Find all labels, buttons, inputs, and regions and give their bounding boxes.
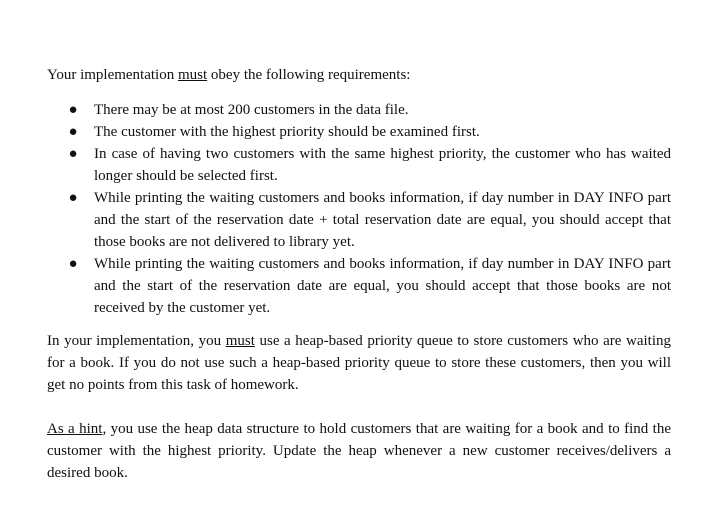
- bullet-icon: ●: [68, 256, 78, 272]
- requirement-text: While printing the waiting customers and books information, if day number in DAY INFO part and the start of the reservation date are equal, you should accept that those books are not received by the customer yet.: [94, 256, 671, 316]
- paragraph1-emphasis: must: [225, 333, 255, 349]
- list-item: [47, 253, 671, 319]
- requirement-text: In case of having two customers with the same highest priority, the customer who has waited longer should be selected first.: [94, 146, 671, 184]
- bullet-icon: ●: [68, 146, 78, 162]
- bullet-icon: ●: [68, 190, 78, 206]
- paragraph1-text-before: In your implementation, you: [47, 333, 226, 349]
- list-item: [47, 187, 671, 253]
- hint-emphasis: As a hint: [47, 421, 103, 437]
- intro-emphasis: must: [177, 67, 208, 83]
- requirement-text: There may be at most 200 customers in the data file.: [94, 102, 409, 118]
- requirement-text: The customer with the highest priority should be examined first.: [94, 124, 480, 140]
- list-item: [47, 143, 671, 187]
- hint-paragraph: [47, 418, 671, 484]
- heap-requirement-paragraph: [47, 330, 671, 396]
- hint-text-after: , you use the heap data structure to hold customers that are waiting for a book and to find the customer with the highest priority. Update the heap whenever a new customer receives/delivers a desired book.: [47, 421, 671, 481]
- bullet-icon: ●: [68, 124, 78, 140]
- intro-text-before: Your implementation: [47, 67, 178, 83]
- paragraph1-text-after: use a heap-based priority queue to store customers who are waiting for a book. If you do not use such a heap-based priority queue to store these customers, then you will get no points from this task of homework.: [47, 333, 671, 393]
- document-page: [47, 64, 671, 484]
- intro-text-after: obey the following requirements:: [207, 67, 411, 83]
- intro-paragraph: [47, 64, 671, 86]
- requirements-list: [47, 99, 671, 319]
- bullet-icon: ●: [68, 102, 78, 118]
- list-item: [47, 121, 671, 143]
- list-item: [47, 99, 671, 121]
- requirement-text: While printing the waiting customers and books information, if day number in DAY INFO part and the start of the reservation date + total reservation date are equal, you should accept that those books are not delivered to library yet.: [94, 190, 671, 250]
